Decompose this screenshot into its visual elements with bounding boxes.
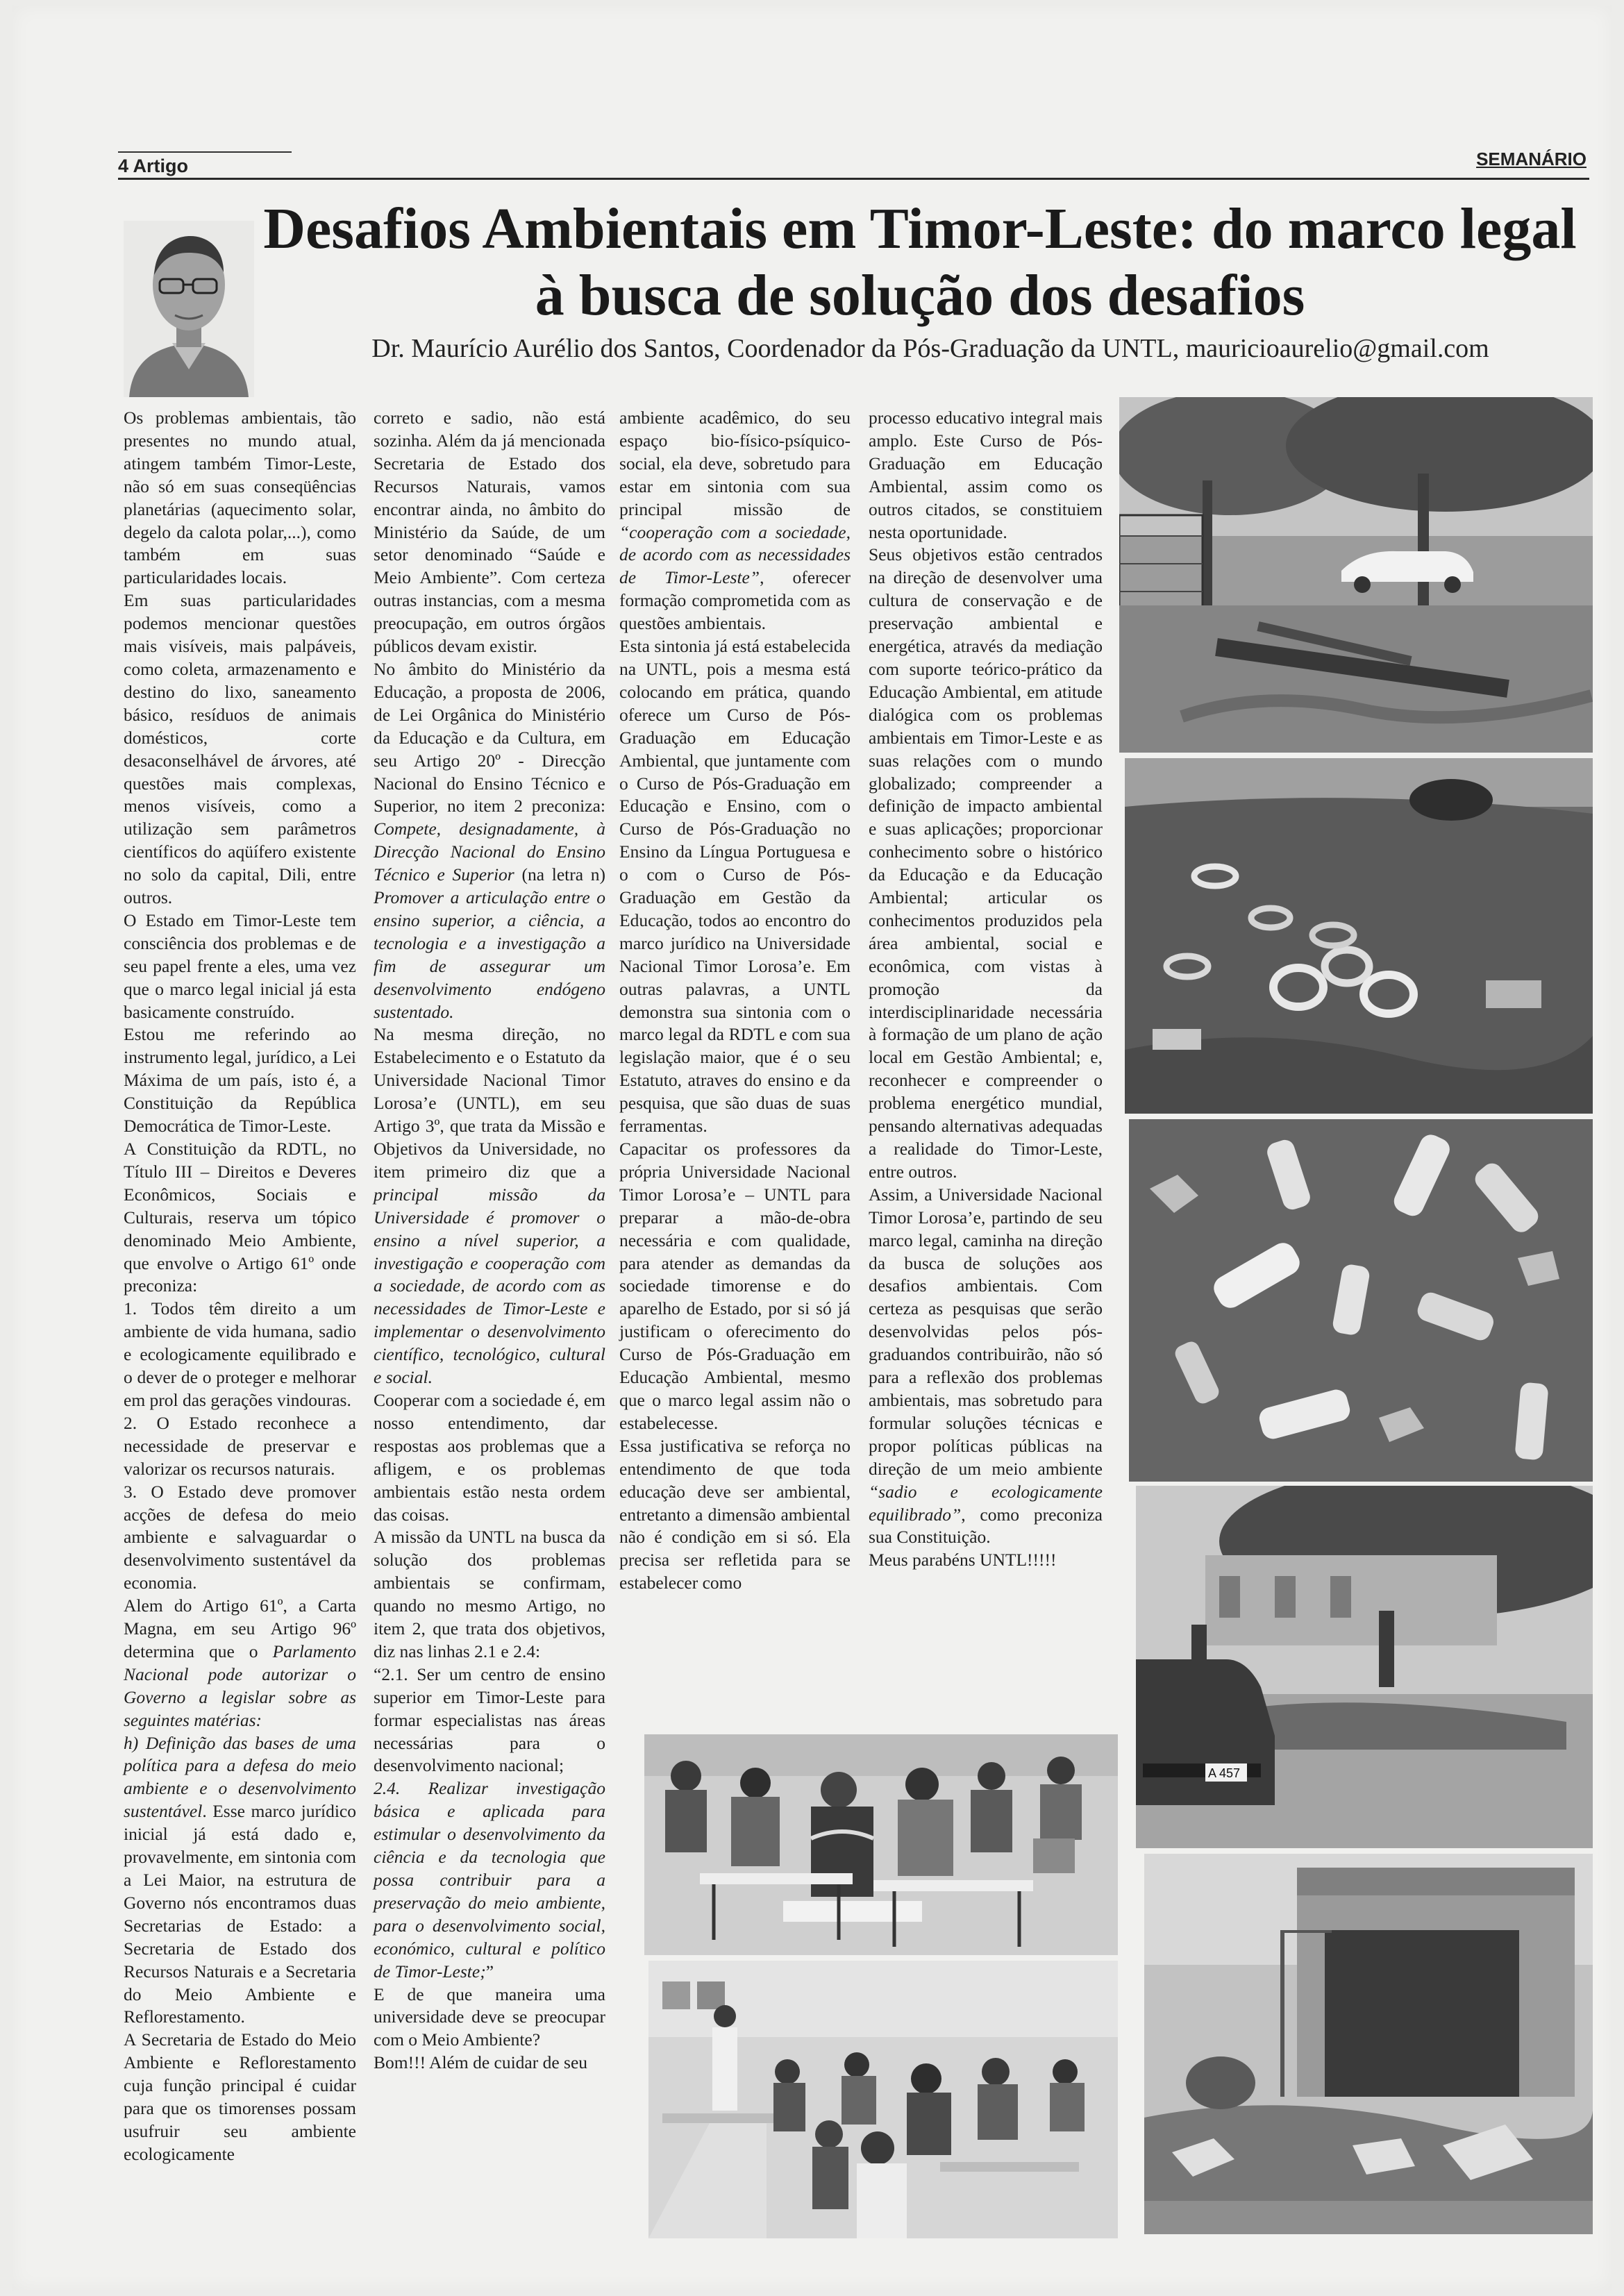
author-portrait: [124, 221, 254, 397]
paragraph: E de que maneira uma universidade deve se preocupar com o Meio Ambiente?: [374, 1984, 605, 2050]
paragraph: A Secretaria de Estado do Meio Ambiente e Reflorestamento cuja função principal é cuidar para que os timorenses possam usufruir seu ambiente ecologicamente: [124, 2029, 356, 2164]
article-column-2: [374, 407, 605, 2075]
article-headline: Desafios Ambientais em Timor-Leste: do marco legal à busca de solução dos desafios: [263, 196, 1577, 328]
paragraph: “2.1. Ser um centro de ensino superior em Timor-Leste para formar especialistas nas áreas necessárias para o desenvolvimento nacional;: [374, 1664, 605, 1776]
paragraph: processo educativo integral mais amplo. Este Curso de Pós-Graduação em Educação Ambiental, assim como os outros citados, se constituiem nesta oportunidade.: [869, 408, 1103, 542]
header-rule: [118, 178, 1589, 180]
paragraph: Assim, a Universidade Nacional Timor Lorosa’e, partindo de seu marco legal, caminha na direção da busca de soluções aos desafios ambientais. Com certeza as pesquisas que serão desenvolvidas pelos pós-graduandos contribuirão, não só para a reflexão dos problemas ambientais, mas sobretudo para formular soluções técnicas e propor políticas públicas na direção de um meio ambiente “sadio e ecologicamente equilibrado”, como preconiza sua Constituição.: [869, 1184, 1103, 1548]
car-plate-text: A 457: [1208, 1766, 1241, 1780]
article-column-3: [619, 407, 851, 1595]
article-column-1: [124, 407, 356, 2166]
paragraph: O Estado em Timor-Leste tem consciência dos problemas e de seu papel frente a eles, uma vez que o marco legal inicial já esta basicamente construído.: [124, 910, 356, 1022]
photo-discarded-tires: [1125, 758, 1593, 1114]
photo-fallen-tree-park: [1119, 397, 1593, 753]
paragraph: A missão da UNTL na busca da solução dos problemas ambientais se confirmam, quando no mesmo Artigo, no item 2, que trata dos objetivos, diz nas linhas 2.1 e 2.4:: [374, 1527, 605, 1661]
paragraph: Bom!!! Além de cuidar de seu: [374, 2052, 588, 2073]
article-column-4: [869, 407, 1103, 1572]
paragraph: correto e sadio, não está sozinha. Além da já mencionada Secretaria de Estado dos Recursos Naturais, vamos encontrar ainda, no âmbito do Ministério da Saúde, de um setor denominado “Saúde e Meio Ambiente”. Com certeza outras instancias, com a mesma preocupação, em outros órgãos públicos devam existir.: [374, 408, 605, 657]
paragraph: Essa justificativa se reforça no entendimento de que toda educação deve ser ambiental, entretanto a dimensão ambiental não é condição em si só. Ela precisa ser refletida para se estabelecer como: [619, 1435, 851, 1593]
paragraph: ambiente acadêmico, do seu espaço bio-físico-psíquico-social, ela deve, sobretudo para estar em sintonia com sua principal missão de “cooperação com a sociedade, de acordo com as necessidades de Timor-Leste”, oferecer formação comprometida com as questões ambientais.: [619, 408, 851, 634]
paragraph: Cooperar com a sociedade é, em nosso entendimento, dar respostas aos problemas que a afligem, e os problemas ambientais estão nesta ordem das coisas.: [374, 1389, 605, 1525]
paragraph: Capacitar os professores da própria Universidade Nacional Timor Lorosa’e – UNTL para preparar a mão-de-obra necessária e com qualidade, para atender as demandas da sociedade timorense e do aparelho de Estado, por si só já justificam o oferecimento do Curso de Pós-Graduação em Educação Ambiental, mesmo que o marco legal assim não o estabelecesse.: [619, 1139, 851, 1433]
paragraph: Esta sintonia já está estabelecida na UNTL, pois a mesma está colocando em prática, quando oferece um Curso de Pós-Graduação em Educação Ambiental, que juntamente com o Curso de Pós-Graduação em Educação e Ensino, com o Curso de Pós-Graduação no Ensino da Língua Portuguesa e o com o Curso de Pós-Graduação em Gestão da Educação, todos ao encontro do marco jurídico na Universidade Nacional Timor Lorosa’e. Em outras palavras, a UNTL demonstra sua sintonia com o marco legal da RDTL e com sua legislação maior, que é o seu Estatuto, atraves do ensino e da pesquisa, que são duas de suas ferramentas.: [619, 636, 851, 1137]
section-rule: [118, 151, 292, 153]
article-byline: Dr. Maurício Aurélio dos Santos, Coordenador da Pós-Graduação da UNTL, mauricioaurelio@gmail.com: [371, 334, 1489, 363]
paragraph: 2.4. Realizar investigação básica e aplicada para estimular o desenvolvimento da ciência e da tecnologia que possa contribuir para a preservação do meio ambiente, para o desenvolvimento social, económico, cultural e político de Timor-Leste;”: [374, 1778, 605, 1981]
masthead: SEMANÁRIO: [1476, 149, 1587, 169]
paragraph: 3. O Estado deve promover acções de defesa do meio ambiente e salvaguardar o desenvolvimento sustentável da economia.: [124, 1481, 356, 1593]
photo-plastic-bottles: [1129, 1119, 1593, 1482]
photo-classroom-students-1: [644, 1734, 1118, 1955]
paragraph: Na mesma direção, no Estabelecimento e o Estatuto da Universidade Nacional Timor Lorosa’e (UNTL), em seu Artigo 3º, que trata da Missão e Objetivos da Universidade, no item primeiro diz que a principal missão da Universidade é promover o ensino a nível superior, a investigação e cooperação com a sociedade, de acordo com as necessidades de Timor-Leste e implementar o desenvolvimento científico, tecnológico, cultural e social.: [374, 1024, 605, 1388]
section-label: 4 Artigo: [118, 156, 188, 176]
paragraph: 1. Todos têm direito a um ambiente de vida humana, sadio e ecologicamente equilibrado e o dever de o proteger e melhorar em prol das gerações vindouras.: [124, 1298, 356, 1410]
paragraph: Estou me referindo ao instrumento legal, jurídico, a Lei Máxima de um país, isto é, a Constituição da República Democrática de Timor-Leste.: [124, 1024, 356, 1137]
photo-waste-container: [1144, 1854, 1593, 2234]
paragraph: Seus objetivos estão centrados na direção de desenvolver uma cultura de conservação e de preservação ambiental e energética, através da mediação com suporte teórico-prático da Educação Ambiental, em atitude dialógica com os problemas ambientais em Timor-Leste e as suas relações com o mundo globalizado; compreender a definição de impacto ambiental e suas aplicações; proporcionar conhecimento sobre o histórico da Educação e da Educação Ambiental; articular os conhecimentos produzidos pela área ambiental, social e econômica, com vistas à promoção da interdisciplinaridade necessária à formação de um plano de ação local em Gestão Ambiental; e, reconhecer e compreender o problema energético mundial, pensando alternativas adequadas a realidade do Timor-Leste, entre outros.: [869, 544, 1103, 1182]
paragraph: h) Definição das bases de uma política para a defesa do meio ambiente e o desenvolvimento sustentável. Esse marco jurídico inicial já está dado e, provavelmente, em sintonia com a Lei Maior, na estrutura de Governo nós encontramos duas Secretarias de Estado: a Secretaria de Estado dos Recursos Naturais e a Secretaria do Meio Ambiente e Reflorestamento.: [124, 1732, 356, 2027]
paragraph: Em suas particularidades podemos mencionar questões mais visíveis, mais palpáveis, como coleta, armazenamento e destino do lixo, saneamento básico, resíduos de animais domésticos, corte desaconselhável de árvores, até questões mais complexas, menos visíveis, como a utilização sem parâmetros científicos do aqüífero existente no solo da capital, Dili, entre outros.: [124, 590, 356, 908]
paragraph: Alem do Artigo 61º, a Carta Magna, em seu Artigo 96º determina que o Parlamento Nacional pode autorizar o Governo a legislar sobre as seguintes matérias:: [124, 1595, 356, 1730]
paragraph: 2. O Estado reconhece a necessidade de preservar e valorizar os recursos naturais.: [124, 1412, 356, 1479]
paragraph: A Constituição da RDTL, no Título III – Direitos e Deveres Econômicos, Sociais e Culturais, reserva um tópico denominado Meio Ambiente, que envolve o Artigo 61º onde preconiza:: [124, 1139, 356, 1296]
paragraph: No âmbito do Ministério da Educação, a proposta de 2006, de Lei Orgânica do Ministério da Educação e da Cultura, em seu Artigo 20º - Direcção Nacional do Ensino Técnico e Superior, no item 2 preconiza: Compete, designadamente, à Direcção Nacional do Ensino Técnico e Superior (na letra n) Promover a articulação entre o ensino superior, a ciência, a tecnologia e a investigação a fim de assegurar um desenvolvimento endógeno sustentado.: [374, 658, 605, 1022]
photo-street-debris-car: [1136, 1486, 1593, 1848]
photo-classroom-students-2: [648, 1961, 1118, 2238]
paragraph: Os problemas ambientais, tão presentes no mundo atual, atingem também Timor-Leste, não só em suas conseqüências planetárias (aquecimento solar, degelo da calota polar,...), como também em suas particularidades locais.: [124, 408, 356, 588]
paragraph: Meus parabéns UNTL!!!!!: [869, 1550, 1057, 1570]
